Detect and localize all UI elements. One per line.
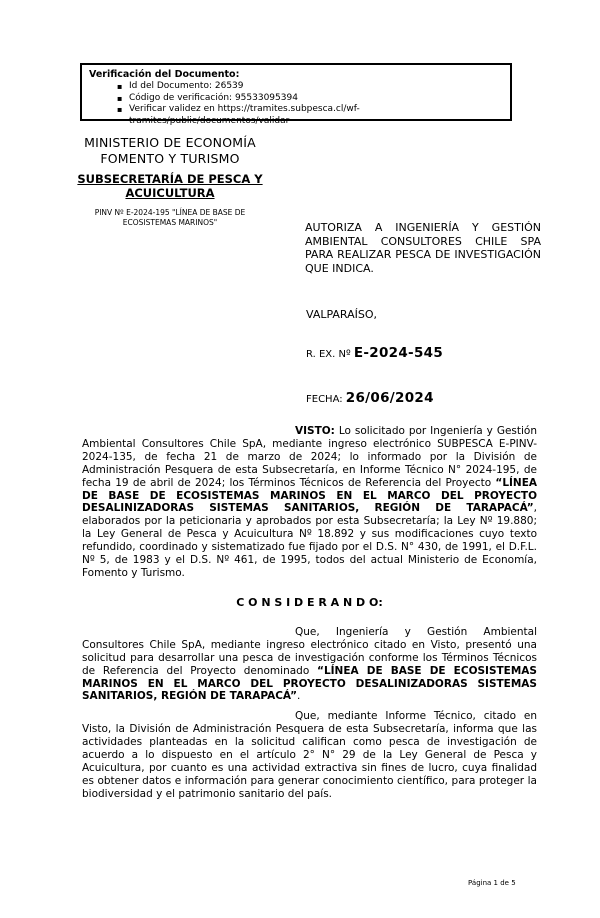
verification-item-text: Código de verificación: 95533095394 xyxy=(129,92,298,103)
letterhead xyxy=(28,135,312,227)
visto-text: Lo solicitado por Ingeniería y Gestión Ambiental Consultores Chile SpA, mediante ingreso electrónico SUBPESCA E-PINV-2024-135, de fecha 21 de marzo de 2024; lo informado por la División de Administración Pesquera de esta Subsecretaría, en Informe Técnico N° 2024-195, de fecha 19 de abril de 2024; los Términos Técnicos de Referencia del Proyecto xyxy=(82,425,537,489)
considerando-1-text-after: . xyxy=(297,690,301,703)
city-line: VALPARAÍSO, xyxy=(306,308,378,321)
ministry-name-line2: FOMENTO Y TURISMO xyxy=(100,150,240,166)
date-label: FECHA: xyxy=(306,394,343,405)
resolution-number: E-2024-545 xyxy=(353,345,444,361)
verification-box xyxy=(80,63,512,126)
subsecretaria-title: SUBSECRETARÍA DE PESCA Y ACUICULTURA xyxy=(77,172,263,200)
visto-label: VISTO: xyxy=(295,425,335,437)
visto-paragraph xyxy=(82,425,537,580)
date-line xyxy=(306,390,434,406)
verification-list xyxy=(89,81,504,127)
considerando-paragraph-1 xyxy=(82,626,537,703)
resolution-number-line xyxy=(306,345,443,361)
verification-item-url xyxy=(117,104,504,127)
considerando-1-text: Que, Ingeniería y Gestión Ambiental Consultores Chile SpA, mediante ingreso electrónico citado en Visto, presentó una solicitud para desarrollar una pesca de investigación conforme los Términos Técnicos de Referencia del Proyecto denominado xyxy=(82,625,537,677)
page-number: Página 1 de 5 xyxy=(468,879,516,887)
bullet-icon: ▪ xyxy=(117,93,123,103)
document-body xyxy=(82,425,537,801)
visto-text-after: , elaborados por la peticionaria y aprobados por esta Subsecretaría; la Ley Nº 19.880; la Ley General de Pesca y Acuicultura Nº 18.892 y sus modificaciones cuyo texto refundido, coordinado y sistematizado fue fijado por el D.S. N° 430, de 1991, el D.F.L. Nº 5, de 1983 y el D.S. Nº 461, de 1995, todos del actual Ministerio de Economía, Fomento y Turismo. xyxy=(82,502,537,579)
project-reference: PINV Nº E-2024-195 "LÍNEA DE BASE DE ECOSISTEMAS MARINOS" xyxy=(94,208,246,227)
resolution-label: R. EX. Nº xyxy=(306,349,351,360)
bullet-icon: ▪ xyxy=(117,105,123,114)
verification-item-document-id xyxy=(117,81,504,93)
ministry-name-line1: MINISTERIO DE ECONOMÍA xyxy=(84,135,256,150)
considerando-1-project-title: “LÍNEA DE BASE DE ECOSISTEMAS MARINOS EN EL MARCO DEL PROYECTO DESALINIZADORAS SISTEMAS SANITARIOS, REGIÓN DE TARAPACÁ” xyxy=(82,664,537,703)
bullet-icon: ▪ xyxy=(117,82,123,91)
verification-item-text: Verificar validez en https://tramites.subpesca.cl/wf-tramites/public/documentos/validar xyxy=(129,104,360,126)
verification-item-text: Id del Documento: 26539 xyxy=(129,81,244,91)
verification-item-code xyxy=(117,93,504,105)
resolution-subject: AUTORIZA A INGENIERÍA Y GESTIÓN AMBIENTAL CONSULTORES CHILE SPA PARA REALIZAR PESCA DE INVESTIGACIÓN QUE INDICA. xyxy=(305,221,541,275)
date-value: 26/06/2024 xyxy=(345,390,434,406)
considerando-heading: C O N S I D E R A N D O: xyxy=(236,595,383,609)
visto-project-title: “LÍNEA DE BASE DE ECOSISTEMAS MARINOS EN EL MARCO DEL PROYECTO DESALINIZADORAS SISTEMAS SANITARIOS, REGIÓN DE TARAPACÁ” xyxy=(82,476,538,515)
considerando-paragraph-2: Que, mediante Informe Técnico, citado en Visto, la División de Administración Pesquera de esta Subsecretaría, informa que las actividades planteadas en la solicitud califican como pesca de investigación de acuerdo a lo dispuesto en el artículo 2° N° 29 de la Ley General de Pesca y Acuicultura, por cuanto es una actividad extractiva sin fines de lucro, cuya finalidad es obtener datos e información para generar conocimiento científico, para proteger la biodiversidad y el patrimonio sanitario del país. xyxy=(82,710,537,800)
verification-title: Verificación del Documento: xyxy=(89,69,240,80)
